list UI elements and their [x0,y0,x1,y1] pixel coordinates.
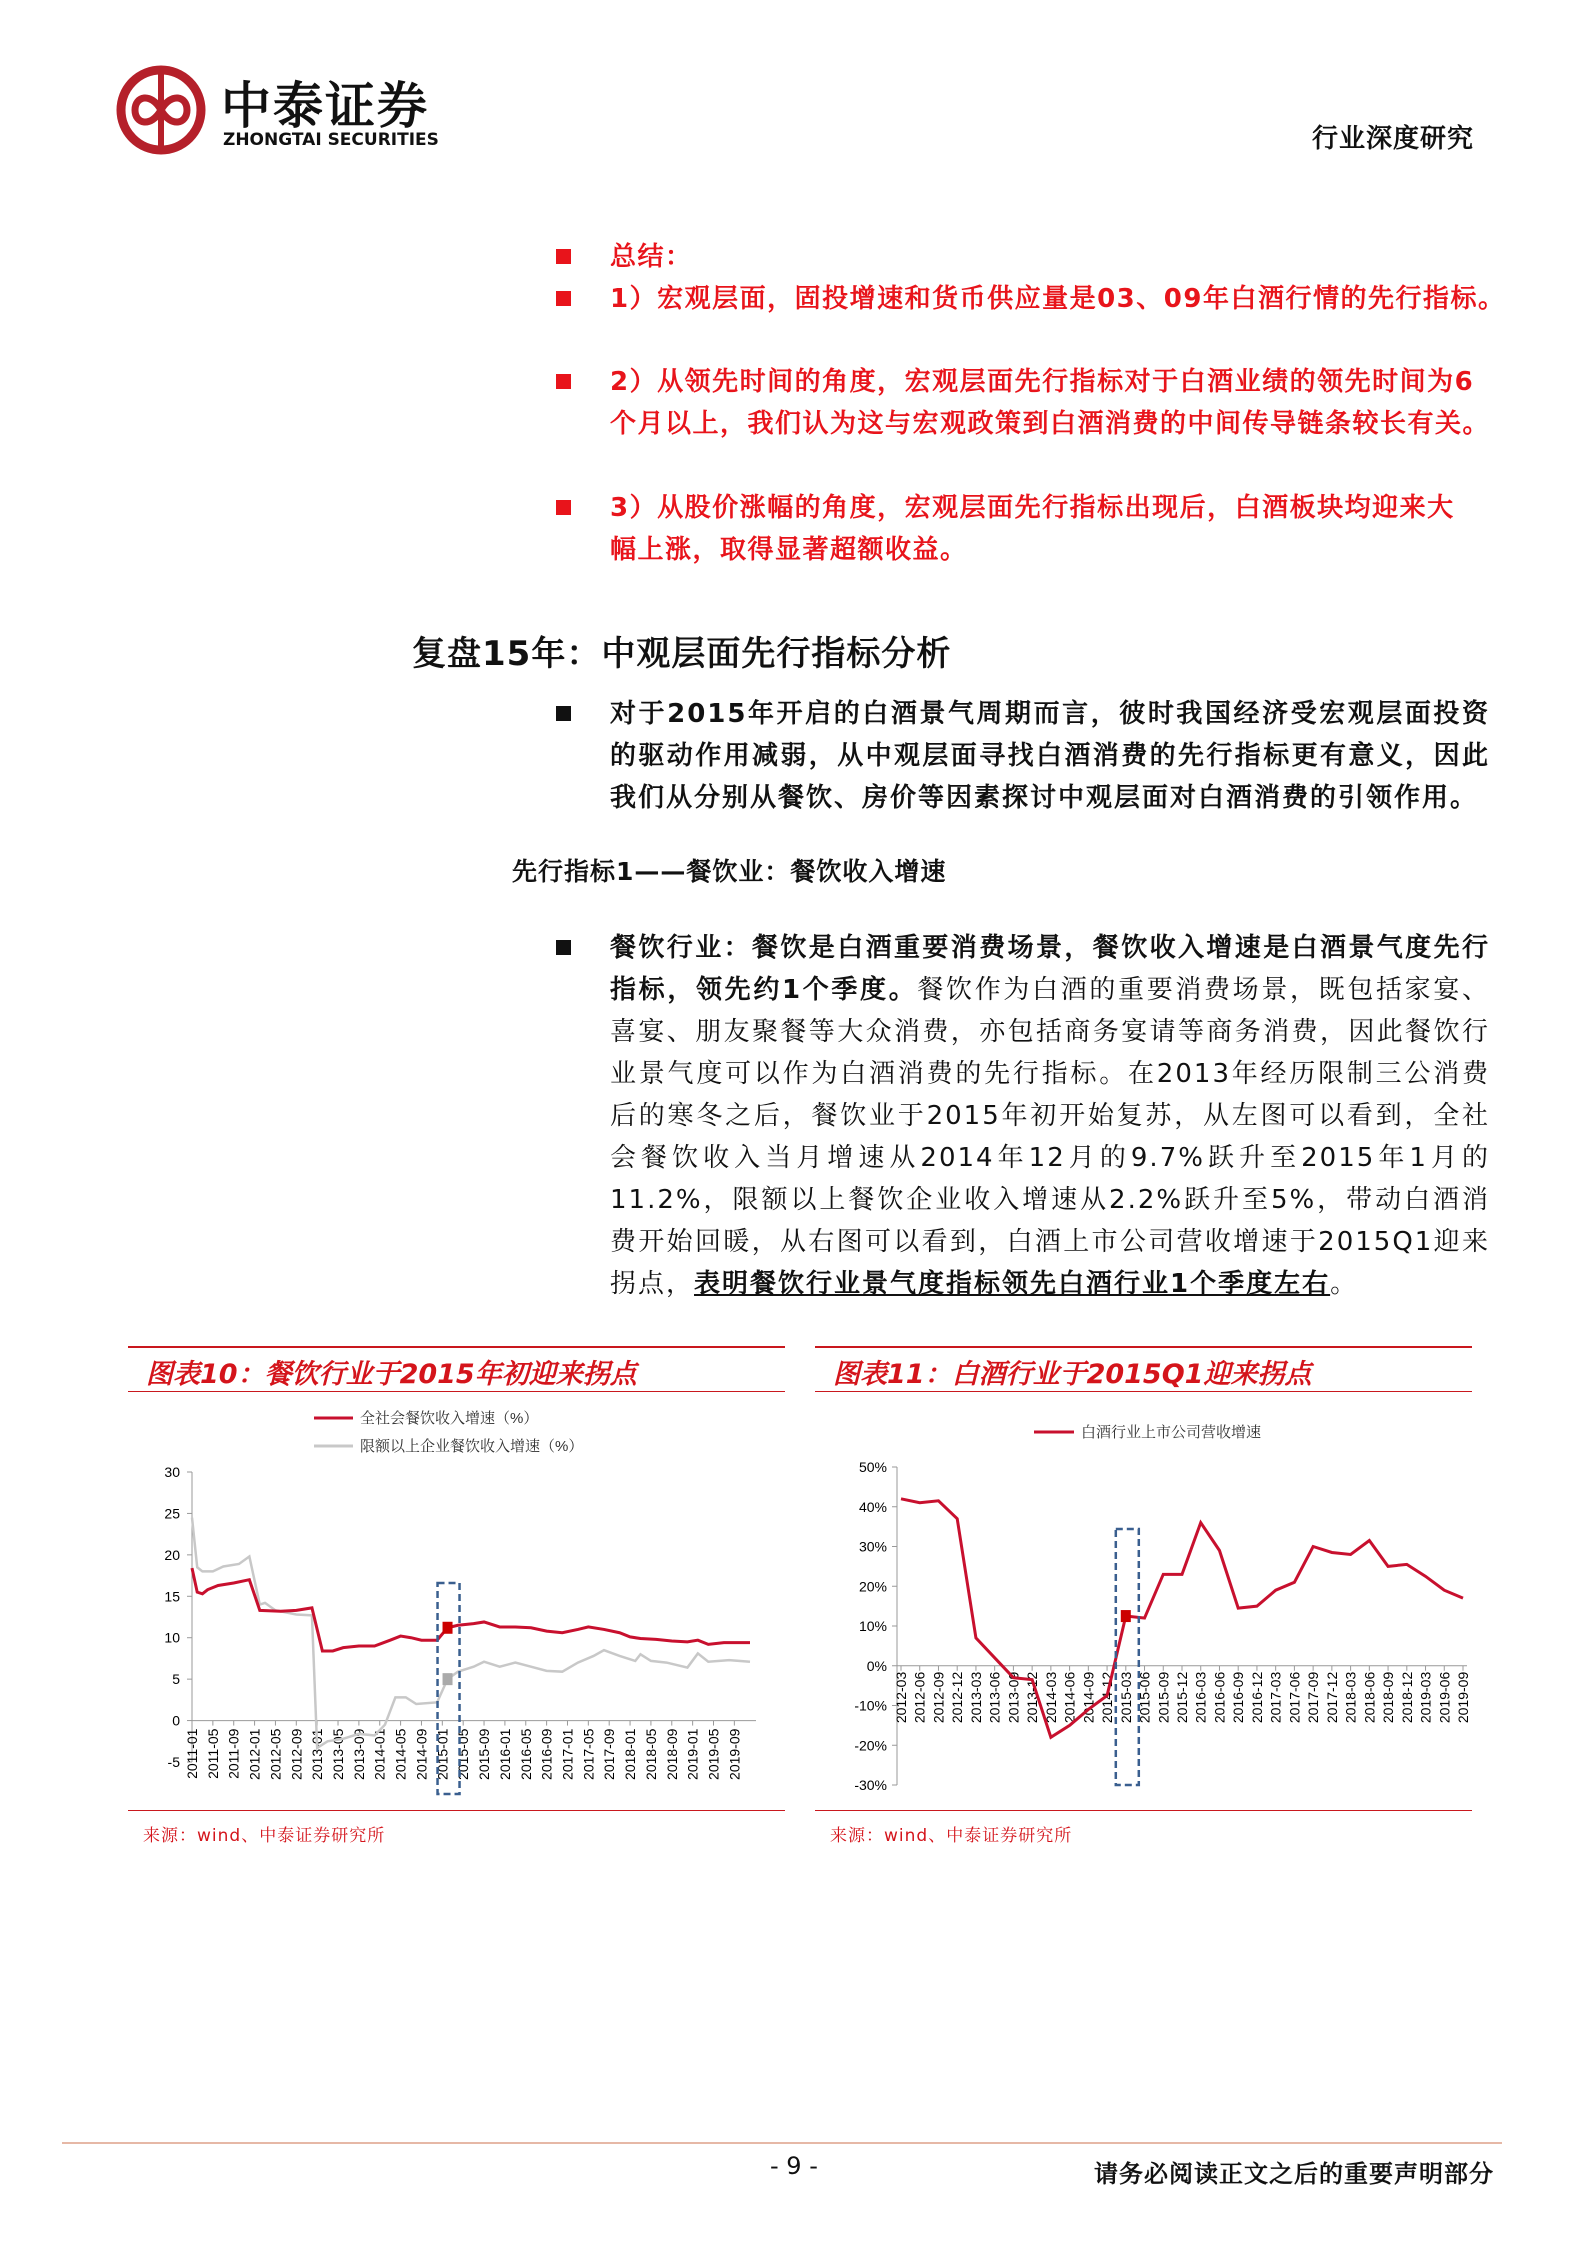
x-tick-label: 2012-06 [911,1671,928,1724]
chart-left [128,1395,788,1805]
x-tick-label: 2016-03 [1192,1671,1209,1724]
y-tick-label: 50% [858,1459,887,1475]
y-tick-label: 15 [164,1588,180,1605]
x-tick-label: 2013-12 [1024,1671,1041,1724]
y-tick-label: 10% [858,1618,887,1634]
legend-label: 全社会餐饮收入增速（%） [360,1410,539,1427]
x-tick-label: 2018-05 [642,1728,659,1780]
bullet-icon [556,706,571,721]
chart-right-title: 图表11：白酒行业于2015Q1迎来拐点 [833,1359,1312,1390]
series-line-total [192,1568,750,1651]
x-tick-label: 2017-12 [1323,1671,1340,1724]
summary-item-3: 3）从股价涨幅的角度，宏观层面先行指标出现后，白酒板块均迎来大 [610,493,1455,523]
bullet-icon [556,374,571,389]
body-paragraph [610,927,1490,1305]
x-tick-label: 2016-01 [496,1728,513,1780]
summary-item-2-cont: 个月以上，我们认为这与宏观政策到白酒消费的中间传导链条较长有关。 [610,409,1491,439]
x-tick-label: 2012-09 [288,1728,305,1780]
logo-emblem-icon [115,64,207,156]
chart-right-bottom-rule [815,1810,1472,1811]
x-tick-label: 2016-09 [538,1728,555,1780]
x-tick-label: 2019-09 [726,1728,743,1780]
y-tick-label: -30% [854,1777,887,1793]
x-tick-label: 2018-12 [1398,1671,1415,1724]
x-tick-label: 2016-09 [1230,1671,1247,1724]
subheading: 先行指标1——餐饮业：餐饮收入增速 [512,857,947,886]
x-tick-label: 2019-03 [1417,1671,1434,1724]
bullet-icon [556,249,571,264]
x-tick-label: 2017-01 [559,1728,576,1780]
y-tick-label: 5 [172,1671,180,1688]
x-tick-label: 2019-06 [1436,1671,1453,1724]
x-tick-label: 2017-05 [580,1728,597,1780]
x-tick-label: 2018-03 [1342,1671,1359,1724]
x-tick-label: 2012-03 [893,1671,909,1724]
body-bold-text: 餐饮行业：餐饮是白酒重要消费场景，餐饮收入增速是白酒景气度先行指标，领先约1个季度。 [610,933,1490,1005]
x-tick-label: 2013-05 [330,1728,347,1780]
x-tick-label: 2011-01 [184,1728,200,1779]
company-logo [115,62,475,158]
highlight-box [1116,1529,1139,1785]
x-tick-label: 2018-09 [1380,1671,1397,1724]
chart-left-title: 图表10：餐饮行业于2015年初迎来拐点 [146,1359,637,1390]
logo-english-name: ZHONGTAI SECURITIES [223,130,439,150]
x-tick-label: 2015-05 [455,1728,472,1780]
footer-rule [62,2142,1502,2144]
x-tick-label: 2014-09 [413,1728,430,1780]
x-tick-label: 2014-09 [1080,1671,1097,1724]
x-tick-label: 2017-06 [1286,1671,1303,1724]
x-tick-label: 2015-09 [476,1728,493,1780]
body-end: 。 [1330,1269,1359,1299]
chart-left-top-rule [128,1346,785,1348]
page-number: - 9 - [770,2152,818,2180]
x-tick-label: 2019-05 [705,1728,722,1780]
y-tick-label: 0 [172,1712,180,1729]
x-tick-label: 2014-06 [1061,1671,1078,1724]
x-tick-label: 2014-12 [1099,1671,1116,1724]
summary-item-2: 2）从领先时间的角度，宏观层面先行指标对于白酒业绩的领先时间为6 [610,367,1475,397]
body-text: 餐饮作为白酒的重要消费场景，既包括家宴、喜宴、朋友聚餐等大众消费，亦包括商务宴请等商务消费，因此餐饮行业景气度可以作为白酒消费的先行指标。在2013年经历限制三公消费后的寒冬之后，餐饮业于2015年初开始复苏，从左图可以看到，全社会餐饮收入当月增速从2014年12月的9.7%跃升至2015年1月的11.2%，限额以上餐饮企业收入增速从2.2%跃升至5%，带动白酒消费开始回暖，从右图可以看到，白酒上市公司营收增速于2015Q1迎来拐点， [610,975,1490,1299]
x-tick-label: 2018-06 [1361,1671,1378,1724]
summary-item-3-cont: 幅上涨，取得显著超额收益。 [610,535,968,565]
x-tick-label: 2019-09 [1455,1671,1471,1724]
chart-right-source: 来源：wind、中泰证券研究所 [830,1826,1073,1846]
body-underlined-conclusion: 表明餐饮行业景气度指标领先白酒行业1个季度左右 [694,1269,1331,1299]
highlight-marker [1121,1610,1131,1622]
summary-title: 总结： [610,242,693,272]
x-tick-label: 2013-03 [967,1671,984,1724]
highlight-marker-above-quota [443,1673,453,1685]
y-tick-label: -10% [854,1697,887,1714]
x-tick-label: 2014-01 [371,1728,388,1780]
logo-chinese-name: 中泰证券 [221,77,429,135]
highlight-marker-total [443,1622,453,1634]
x-tick-label: 2016-06 [1211,1671,1228,1724]
x-tick-label: 2013-09 [1005,1671,1022,1724]
x-tick-label: 2013-09 [350,1728,367,1780]
y-tick-label: 40% [858,1498,887,1515]
x-tick-label: 2013-01 [309,1728,326,1780]
x-tick-label: 2016-12 [1248,1671,1265,1724]
x-tick-label: 2011-09 [225,1728,242,1779]
y-tick-label: 20% [858,1578,887,1595]
y-tick-label: 25 [164,1505,180,1522]
series-line-above-quota [192,1518,750,1748]
x-tick-label: 2014-03 [1042,1671,1059,1724]
bullet-icon [556,500,571,515]
x-tick-label: 2017-03 [1267,1671,1284,1724]
chart-left-source: 来源：wind、中泰证券研究所 [143,1826,386,1846]
x-tick-label: 2014-05 [392,1728,409,1780]
y-tick-label: 10 [164,1629,180,1646]
x-tick-label: 2011-05 [204,1728,221,1779]
x-tick-label: 2015-03 [1117,1671,1134,1724]
y-tick-label: -20% [854,1737,887,1754]
x-tick-label: 2018-01 [622,1728,639,1780]
x-tick-label: 2013-06 [986,1671,1003,1724]
x-tick-label: 2019-01 [684,1728,701,1780]
intro-paragraph: 对于2015年开启的白酒景气周期而言，彼时我国经济受宏观层面投资的驱动作用减弱，从中观层面寻找白酒消费的先行指标更有意义，因此我们从分别从餐饮、房价等因素探讨中观层面对白酒消费的引领作用。 [610,699,1490,813]
legend-label: 限额以上企业餐饮收入增速（%） [360,1438,584,1455]
chart-right-title-rule [815,1391,1472,1392]
y-tick-label: -5 [167,1754,180,1770]
x-tick-label: 2015-01 [434,1728,451,1780]
x-tick-label: 2012-05 [267,1728,284,1780]
x-tick-label: 2015-06 [1136,1671,1153,1724]
y-tick-label: 30 [164,1464,180,1480]
bullet-icon [556,291,571,306]
chart-right [815,1395,1475,1805]
footer-disclaimer: 请务必阅读正文之后的重要声明部分 [1094,2160,1494,2188]
chart-right-top-rule [815,1346,1472,1348]
y-tick-label: 20 [164,1546,180,1563]
section-heading: 复盘15年：中观层面先行指标分析 [412,634,952,674]
x-tick-label: 2012-01 [246,1728,263,1780]
x-tick-label: 2017-09 [1305,1671,1322,1724]
x-tick-label: 2015-09 [1155,1671,1172,1724]
x-tick-label: 2018-09 [663,1728,680,1780]
summary-item-1: 1）宏观层面，固投增速和货币供应量是03、09年白酒行情的先行指标。 [610,284,1506,314]
chart-left-title-rule [128,1391,785,1392]
bullet-icon [556,940,571,955]
x-tick-label: 2017-09 [601,1728,618,1780]
report-type: 行业深度研究 [1311,124,1474,154]
x-tick-label: 2016-05 [517,1728,534,1780]
x-tick-label: 2012-09 [930,1671,947,1724]
legend-label: 白酒行业上市公司营收增速 [1081,1424,1262,1441]
y-tick-label: 0% [866,1657,887,1674]
x-tick-label: 2012-12 [949,1671,966,1724]
chart-left-bottom-rule [128,1810,785,1811]
x-tick-label: 2015-12 [1174,1671,1190,1724]
y-tick-label: 30% [858,1538,887,1555]
